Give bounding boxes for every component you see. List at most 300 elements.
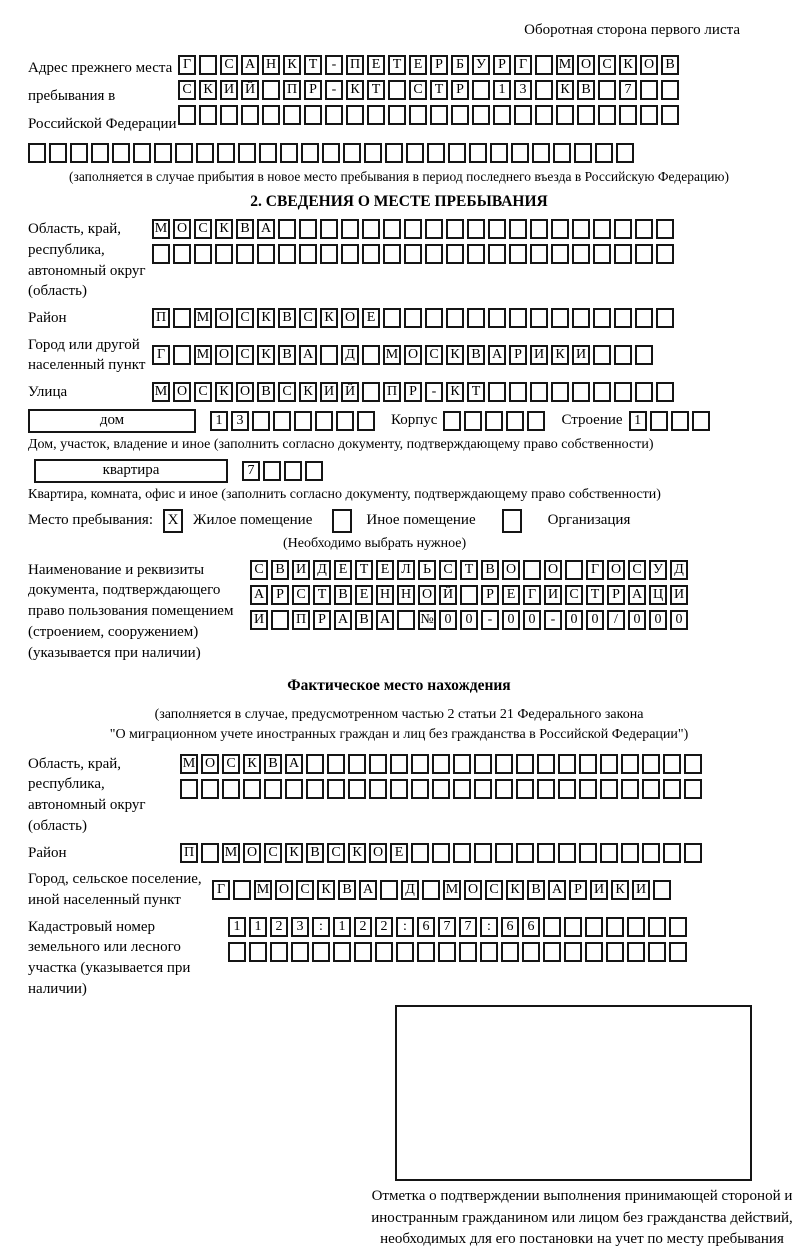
zhiloe-label: Жилое помещение (193, 512, 313, 529)
char-cell: С (236, 308, 254, 328)
char-cell (199, 55, 217, 75)
char-cell: О (341, 308, 359, 328)
char-cell (271, 610, 289, 630)
char-cell (642, 779, 660, 799)
char-cell (448, 143, 466, 163)
char-cell: - (425, 382, 443, 402)
char-cell (175, 143, 193, 163)
char-row (228, 917, 687, 937)
char-cell (523, 560, 541, 580)
char-row (152, 244, 674, 264)
char-cell: В (338, 880, 356, 900)
char-cell: О (236, 382, 254, 402)
char-cell (488, 382, 506, 402)
char-cell (684, 754, 702, 774)
char-cell (663, 843, 681, 863)
char-cell (432, 779, 450, 799)
char-cell (509, 244, 527, 264)
char-cell (280, 143, 298, 163)
char-cell: А (376, 610, 394, 630)
char-cell (299, 244, 317, 264)
char-cell: С (565, 585, 583, 605)
char-cell: С (628, 560, 646, 580)
actual-region-label: Область, край, республика, автономный округ (область) (28, 755, 146, 834)
char-cell: Е (409, 55, 427, 75)
char-cell: 3 (514, 80, 532, 100)
previous-address-note: (заполняется в случае прибытия в новое место пребывания в период последнего въезда в Российскую Федерацию) (68, 169, 730, 185)
char-cell (558, 779, 576, 799)
char-cell: И (292, 560, 310, 580)
char-cell: С (327, 843, 345, 863)
char-cell: К (611, 880, 629, 900)
char-cell: Т (586, 585, 604, 605)
char-cell (257, 244, 275, 264)
char-cell: А (488, 345, 506, 365)
char-cell: Г (514, 55, 532, 75)
char-row (180, 779, 702, 799)
char-cell: Е (334, 560, 352, 580)
char-cell: А (628, 585, 646, 605)
char-cell (537, 843, 555, 863)
char-cell (642, 754, 660, 774)
actual-location-title: Фактическое место нахождения (287, 677, 511, 695)
char-cell: Р (451, 80, 469, 100)
char-cell (369, 779, 387, 799)
char-cell: 2 (270, 917, 288, 937)
char-cell (467, 219, 485, 239)
char-cell: Д (401, 880, 419, 900)
char-cell (217, 143, 235, 163)
char-cell: 0 (502, 610, 520, 630)
char-cell (283, 105, 301, 125)
char-cell (684, 843, 702, 863)
char-cell (180, 779, 198, 799)
char-cell: М (222, 843, 240, 863)
char-cell: Т (460, 560, 478, 580)
stay-type-label: Место пребывания: (28, 512, 153, 529)
char-cell: 2 (354, 917, 372, 937)
char-cell: 7 (619, 80, 637, 100)
char-cell: 7 (242, 461, 260, 481)
char-cell (201, 843, 219, 863)
char-cell: В (278, 308, 296, 328)
char-cell: - (325, 55, 343, 75)
char-cell: К (199, 80, 217, 100)
char-cell (593, 345, 611, 365)
char-cell (28, 143, 46, 163)
char-cell: Р (481, 585, 499, 605)
inoe-checkbox (332, 509, 352, 533)
char-cell (173, 244, 191, 264)
char-cell: Г (523, 585, 541, 605)
char-cell: 6 (501, 917, 519, 937)
char-cell: Р (493, 55, 511, 75)
char-cell (396, 942, 414, 962)
char-cell: М (152, 219, 170, 239)
actual-location-note-1: (заполняется в случае, предусмотренном частью 2 статьи 21 Федерального закона (154, 707, 644, 723)
char-cell: В (306, 843, 324, 863)
char-cell (364, 143, 382, 163)
char-cell: В (481, 560, 499, 580)
char-cell: М (180, 754, 198, 774)
char-cell (474, 754, 492, 774)
char-cell (648, 917, 666, 937)
char-cell: Т (304, 55, 322, 75)
char-cell: С (292, 585, 310, 605)
house-box: дом (28, 409, 196, 433)
char-cell (390, 779, 408, 799)
region-row (28, 219, 770, 302)
char-cell: О (418, 585, 436, 605)
char-cell (263, 461, 281, 481)
char-cell: 0 (628, 610, 646, 630)
char-row (212, 880, 671, 900)
char-cell (516, 779, 534, 799)
char-cell: Е (376, 560, 394, 580)
char-cell (380, 880, 398, 900)
char-cell (527, 411, 545, 431)
char-cell: Р (569, 880, 587, 900)
char-cell: В (577, 80, 595, 100)
char-cell (112, 143, 130, 163)
char-row (250, 610, 688, 630)
char-cell (397, 610, 415, 630)
char-cell: В (264, 754, 282, 774)
char-cell: С (485, 880, 503, 900)
char-row (152, 382, 674, 402)
char-cell: И (670, 585, 688, 605)
char-cell (669, 942, 687, 962)
char-cell: В (661, 55, 679, 75)
char-cell: № (418, 610, 436, 630)
actual-location-note-2: "О миграционном учете иностранных граждан и лиц без гражданства в Российской Федерации") (109, 727, 689, 743)
char-cell (220, 105, 238, 125)
char-cell (333, 942, 351, 962)
char-cell (464, 411, 482, 431)
char-cell (692, 411, 710, 431)
char-cell: В (334, 585, 352, 605)
char-cell (320, 345, 338, 365)
char-cell (509, 382, 527, 402)
char-cell: - (481, 610, 499, 630)
char-cell (306, 779, 324, 799)
char-cell (564, 942, 582, 962)
char-cell (495, 754, 513, 774)
char-cell (535, 105, 553, 125)
char-cell (467, 308, 485, 328)
char-cell (222, 779, 240, 799)
char-cell: М (194, 345, 212, 365)
char-cell (411, 843, 429, 863)
char-cell: В (355, 610, 373, 630)
char-row (152, 219, 674, 239)
char-cell (362, 244, 380, 264)
char-cell (684, 779, 702, 799)
char-cell (598, 105, 616, 125)
char-cell (252, 411, 270, 431)
char-cell: Б (451, 55, 469, 75)
char-cell: 7 (459, 917, 477, 937)
char-cell (270, 942, 288, 962)
char-cell: М (254, 880, 272, 900)
char-cell (572, 244, 590, 264)
page-header-note: Оборотная сторона первого листа (524, 22, 740, 38)
char-cell (460, 585, 478, 605)
char-cell (537, 754, 555, 774)
char-cell: Т (388, 55, 406, 75)
char-cell (472, 105, 490, 125)
char-cell: Н (262, 55, 280, 75)
char-cell (453, 779, 471, 799)
char-cell (238, 143, 256, 163)
char-cell (285, 779, 303, 799)
char-cell: П (283, 80, 301, 100)
char-cell (495, 843, 513, 863)
char-cell (451, 105, 469, 125)
char-cell: У (649, 560, 667, 580)
char-cell: Й (341, 382, 359, 402)
char-cell (606, 942, 624, 962)
char-cell (336, 411, 354, 431)
char-cell: 1 (249, 917, 267, 937)
char-cell (320, 244, 338, 264)
char-cell: : (480, 917, 498, 937)
char-cell (446, 244, 464, 264)
char-cell: И (250, 610, 268, 630)
char-cell (411, 779, 429, 799)
char-cell (404, 244, 422, 264)
char-cell: - (325, 80, 343, 100)
char-cell: Л (397, 560, 415, 580)
char-cell (579, 779, 597, 799)
char-cell: М (443, 880, 461, 900)
char-cell: У (472, 55, 490, 75)
char-cell: Т (313, 585, 331, 605)
char-cell (600, 843, 618, 863)
char-cell: О (275, 880, 293, 900)
char-cell (488, 308, 506, 328)
char-cell (49, 143, 67, 163)
char-cell: К (285, 843, 303, 863)
stroenie-label: Строение (561, 412, 623, 429)
char-cell (201, 779, 219, 799)
char-cell: Д (313, 560, 331, 580)
char-cell (606, 917, 624, 937)
stay-type-note: (Необходимо выбрать нужное) (283, 535, 467, 551)
char-cell (375, 942, 393, 962)
char-cell: Е (367, 55, 385, 75)
section2-title: 2. СВЕДЕНИЯ О МЕСТЕ ПРЕБЫВАНИЯ (250, 193, 548, 211)
char-cell (173, 345, 191, 365)
char-cell (640, 80, 658, 100)
char-cell: А (299, 345, 317, 365)
char-cell (511, 143, 529, 163)
apartment-note: Квартира, комната, офис и иное (заполнить согласно документу, подтверждающему право собственности) (28, 486, 661, 502)
char-cell: 2 (375, 917, 393, 937)
char-cell (671, 411, 689, 431)
char-cell (322, 143, 340, 163)
char-cell (614, 308, 632, 328)
char-cell: К (243, 754, 261, 774)
char-cell (627, 942, 645, 962)
char-cell: П (292, 610, 310, 630)
char-cell (425, 219, 443, 239)
char-cell: О (243, 843, 261, 863)
char-cell: Т (430, 80, 448, 100)
district-row (28, 308, 770, 329)
char-cell (427, 143, 445, 163)
char-cell (656, 382, 674, 402)
char-cell (509, 219, 527, 239)
char-cell: Г (212, 880, 230, 900)
char-cell (619, 105, 637, 125)
korpus-cells (443, 411, 545, 431)
char-cell: С (296, 880, 314, 900)
char-cell: Н (376, 585, 394, 605)
char-cell: О (502, 560, 520, 580)
char-row (178, 55, 679, 75)
char-cell: А (285, 754, 303, 774)
char-cell: С (299, 308, 317, 328)
char-cell (490, 143, 508, 163)
char-cell: К (317, 880, 335, 900)
char-cell (535, 55, 553, 75)
char-cell (362, 382, 380, 402)
char-cell: : (396, 917, 414, 937)
char-cell (383, 308, 401, 328)
char-cell (404, 219, 422, 239)
char-cell (320, 219, 338, 239)
char-cell: Р (313, 610, 331, 630)
char-cell: Д (670, 560, 688, 580)
org-label: Организация (547, 512, 631, 529)
char-cell: Р (404, 382, 422, 402)
char-cell (346, 105, 364, 125)
char-cell: О (577, 55, 595, 75)
char-cell (574, 143, 592, 163)
char-cell: К (446, 345, 464, 365)
char-cell: К (215, 219, 233, 239)
street-label: Улица (28, 384, 68, 401)
char-cell (236, 244, 254, 264)
char-cell (284, 461, 302, 481)
char-cell (453, 754, 471, 774)
char-cell (556, 105, 574, 125)
char-cell (446, 219, 464, 239)
char-cell (661, 80, 679, 100)
char-cell (514, 105, 532, 125)
char-cell: С (250, 560, 268, 580)
char-cell: Ь (418, 560, 436, 580)
char-cell: О (544, 560, 562, 580)
char-cell (422, 880, 440, 900)
char-cell (154, 143, 172, 163)
char-cell: Г (178, 55, 196, 75)
char-cell (343, 143, 361, 163)
region-label: Область, край, республика, автономный округ (область) (28, 221, 146, 300)
char-cell: А (359, 880, 377, 900)
char-cell (305, 461, 323, 481)
char-cell (614, 244, 632, 264)
cadastre-row (28, 917, 770, 1000)
char-cell: В (271, 560, 289, 580)
char-cell (453, 843, 471, 863)
char-cell: Г (586, 560, 604, 580)
char-cell (653, 880, 671, 900)
char-cell (294, 411, 312, 431)
char-row (152, 345, 653, 365)
char-cell: А (548, 880, 566, 900)
char-cell (411, 754, 429, 774)
city-label: Город или другой населенный пункт (28, 336, 146, 374)
inoe-label: Иное помещение (366, 512, 476, 529)
char-cell (443, 411, 461, 431)
char-cell (572, 308, 590, 328)
char-cell (488, 219, 506, 239)
stroenie-cells (629, 411, 710, 431)
char-cell (341, 219, 359, 239)
char-cell: Е (502, 585, 520, 605)
char-cell: О (607, 560, 625, 580)
char-cell (327, 779, 345, 799)
char-cell (535, 80, 553, 100)
char-cell (362, 345, 380, 365)
char-cell (543, 942, 561, 962)
char-cell (656, 244, 674, 264)
char-cell (70, 143, 88, 163)
char-cell: А (334, 610, 352, 630)
char-cell (430, 105, 448, 125)
char-cell: 1 (210, 411, 228, 431)
char-cell: К (556, 80, 574, 100)
char-cell (474, 843, 492, 863)
char-cell (635, 219, 653, 239)
char-cell: С (425, 345, 443, 365)
char-cell (228, 942, 246, 962)
char-cell (388, 80, 406, 100)
char-cell (469, 143, 487, 163)
char-cell (516, 754, 534, 774)
char-cell (348, 779, 366, 799)
char-cell (635, 345, 653, 365)
char-cell: И (572, 345, 590, 365)
char-cell (91, 143, 109, 163)
char-cell: В (278, 345, 296, 365)
char-cell (278, 219, 296, 239)
char-cell (551, 382, 569, 402)
char-cell (640, 105, 658, 125)
char-cell (388, 105, 406, 125)
char-cell: А (257, 219, 275, 239)
char-cell: С (222, 754, 240, 774)
char-cell: М (194, 308, 212, 328)
char-cell: В (257, 382, 275, 402)
city-row (28, 335, 770, 376)
char-cell (558, 843, 576, 863)
org-checkbox (502, 509, 522, 533)
char-cell (656, 308, 674, 328)
char-cell (291, 942, 309, 962)
char-cell: / (607, 610, 625, 630)
char-cell (493, 105, 511, 125)
char-cell: С (194, 219, 212, 239)
char-cell (585, 942, 603, 962)
char-cell (648, 942, 666, 962)
char-row (180, 843, 702, 863)
char-cell (598, 80, 616, 100)
char-cell (152, 244, 170, 264)
char-cell (614, 345, 632, 365)
